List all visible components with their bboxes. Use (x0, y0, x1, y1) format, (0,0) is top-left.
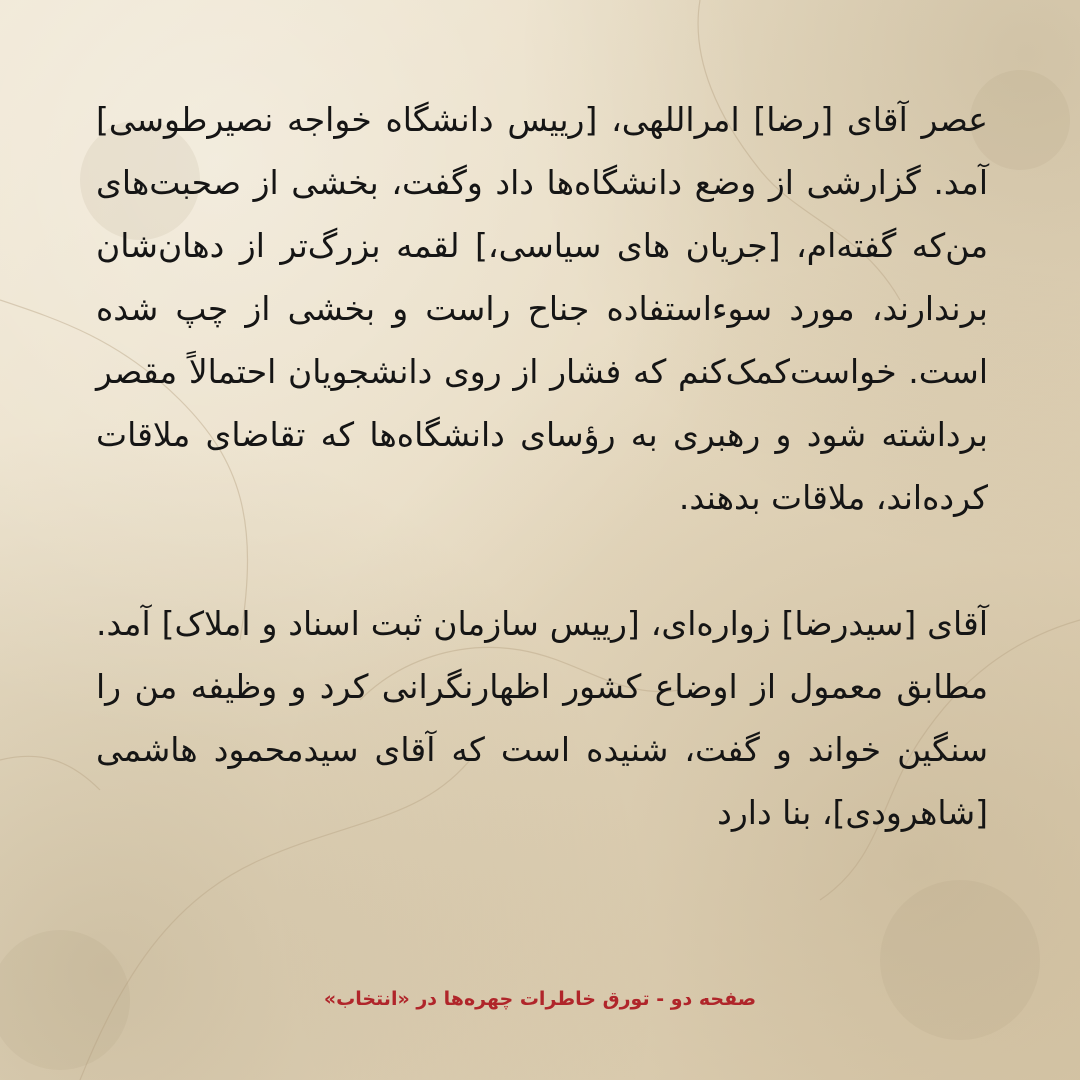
paragraph-2: آقای [سیدرضا] زواره‌ای، [رییس سازمان ثبت اسناد و املاک] آمد. مطابق معمول از اوضاع کشور اظهارنگرانی کرد و وظیفه من را سنگین خواند و گفت، شنیده است که آقای سیدمحمود هاشمی [شاهرودی]، بنا دارد (96, 604, 988, 832)
document-body (96, 88, 988, 988)
footer-caption: صفحه دو - تورق خاطرات چهره‌ها در «انتخاب» (323, 988, 757, 1010)
paragraph-gap (96, 529, 988, 592)
paragraph-1: عصر آقای [رضا] امراللهی، [رییس دانشگاه خواجه نصیرطوسی] آمد. گزارشی از وضع دانشگاه‌ها داد وگفت، بخشی از صحبت‌های من‌که گفته‌ام، [جریان های سیاسی،] لقمه بزرگ‌تر از دهان‌شان برندارند، مورد سوءاستفاده جناح راست و بخشی از چپ شده است. خواست‌کمک‌کنم که فشار از روی دانشجویان احتمالاً مقصر برداشته شود و رهبری به رؤسای دانشگاه‌ها که تقاضای ملاقات کرده‌اند، ملاقات بدهند. (96, 100, 988, 517)
